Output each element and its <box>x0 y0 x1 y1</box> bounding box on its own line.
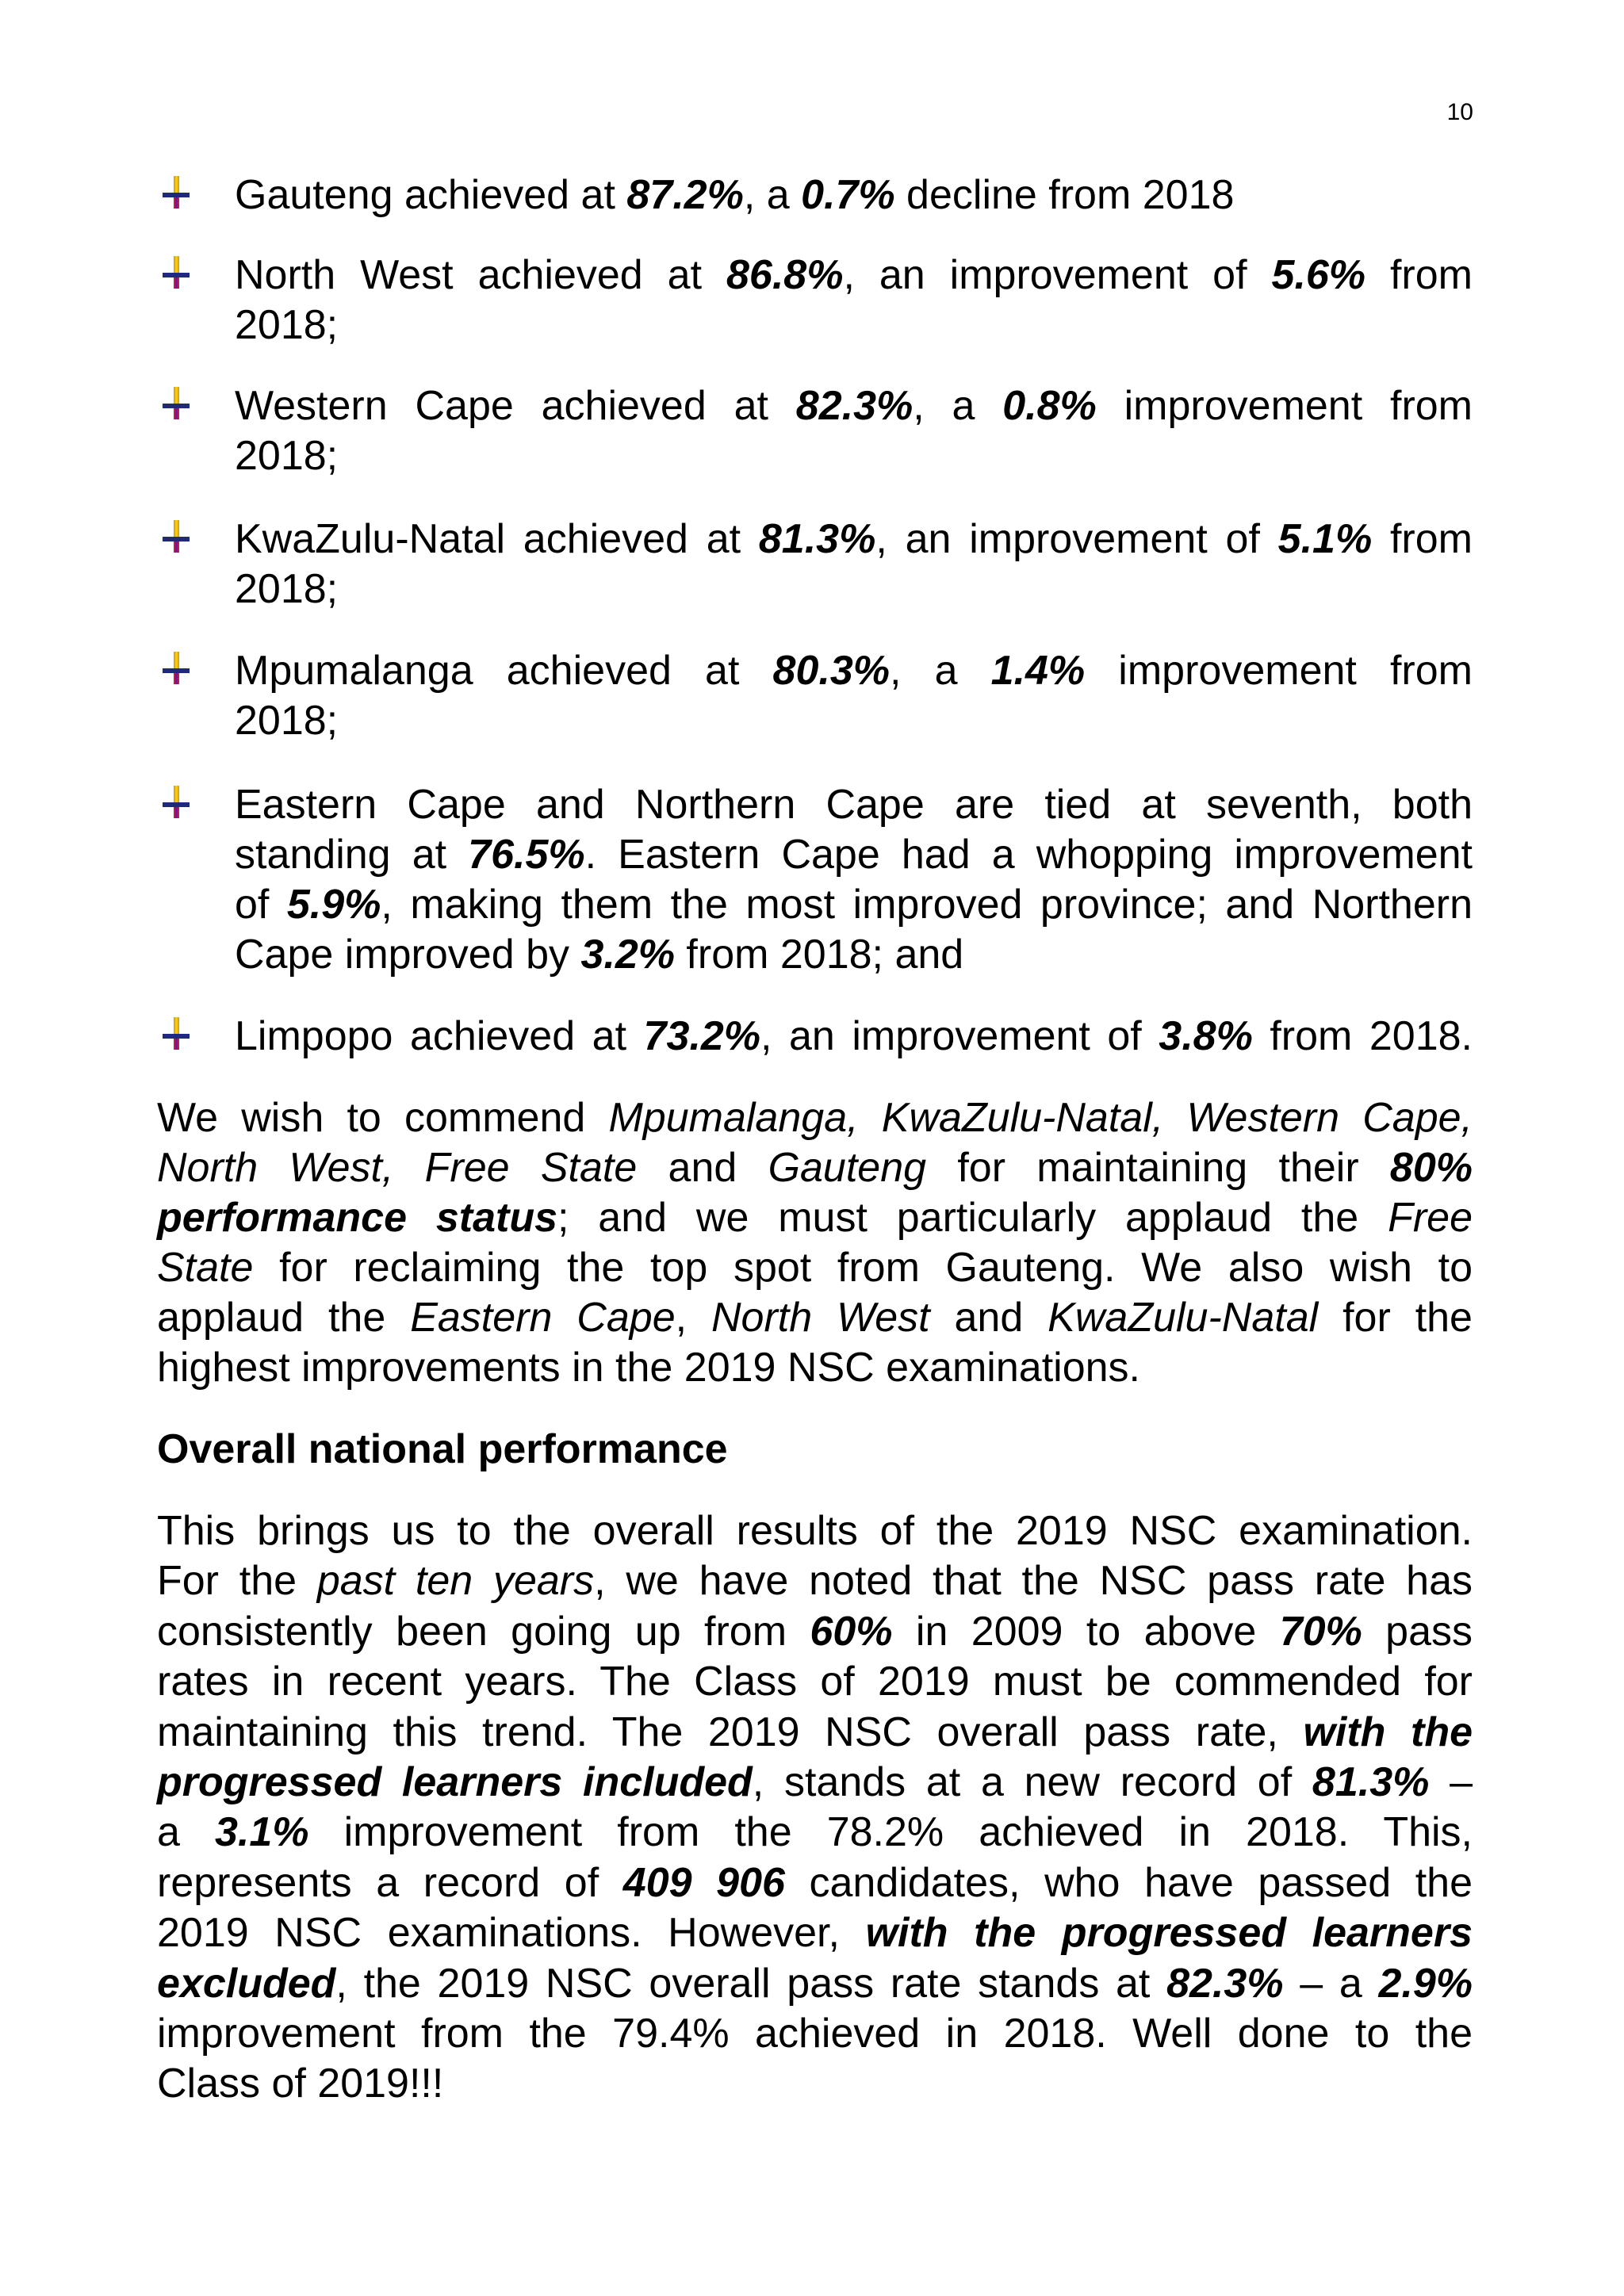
bullet-text <box>235 381 1473 481</box>
emphasis-run: 87.2% <box>626 172 744 218</box>
text-line <box>157 1708 1473 1758</box>
text-run: improvement from the 79.4% achieved in 2018. Well done to the <box>157 2010 1473 2057</box>
text-line <box>235 431 1473 481</box>
page-number: 10 <box>1446 99 1473 125</box>
emphasis-run: 80% <box>1389 1145 1473 1191</box>
emphasis-run: 86.8% <box>726 252 844 298</box>
emphasis-run: with the <box>1303 1709 1473 1755</box>
overall-performance-paragraph <box>157 1506 1473 2110</box>
text-line <box>157 1193 1473 1243</box>
cross-bullet-icon <box>163 652 190 685</box>
text-run: , an improvement of <box>875 516 1278 562</box>
italic-run: North West, Free State <box>157 1145 638 1191</box>
italic-run: North West <box>710 1295 930 1341</box>
text-run: highest improvements in the 2019 NSC examinations. <box>157 1345 1140 1391</box>
emphasis-run: 1.4% <box>990 648 1086 694</box>
cross-bullet-icon <box>163 176 190 209</box>
italic-run: past ten years <box>316 1558 595 1605</box>
cross-bullet-icon <box>163 1017 190 1050</box>
text-run: applaud the <box>157 1295 411 1341</box>
text-run: For the <box>157 1558 317 1605</box>
text-run: , we have noted that the NSC pass rate has <box>594 1558 1473 1605</box>
emphasis-run: 82.3% <box>1166 1960 1284 2007</box>
text-line <box>157 1143 1473 1193</box>
bullet-item <box>157 251 1473 350</box>
text-run: Limpopo achieved at <box>235 1013 644 1059</box>
text-run: of <box>235 882 287 928</box>
text-run: , an improvement of <box>843 252 1272 298</box>
bullet-text <box>235 170 1473 220</box>
text-run: Class of 2019!!! <box>157 2061 444 2107</box>
cross-bullet-icon <box>163 786 190 819</box>
emphasis-run: 3.1% <box>215 1809 309 1856</box>
text-run: We wish to commend <box>157 1095 609 1141</box>
text-run: from <box>1365 252 1473 298</box>
text-line <box>157 2009 1473 2059</box>
text-run: improvement from <box>1096 383 1473 429</box>
text-line <box>235 381 1473 431</box>
bullet-text <box>235 515 1473 614</box>
text-run: Western Cape achieved at <box>235 383 796 429</box>
bullet-item <box>157 381 1473 481</box>
text-run: Cape improved by <box>235 932 581 978</box>
text-line <box>157 1607 1473 1657</box>
text-line <box>235 696 1473 746</box>
text-run: from 2018. <box>1252 1013 1473 1059</box>
text-line <box>157 1506 1473 1556</box>
bullet-text <box>235 780 1473 980</box>
text-run: , a <box>890 648 991 694</box>
text-line <box>157 1858 1473 1908</box>
text-line <box>235 251 1473 300</box>
bullet-item <box>157 1012 1473 1062</box>
text-line <box>235 880 1473 930</box>
bullet-text <box>235 646 1473 746</box>
text-run: and <box>637 1145 768 1191</box>
text-run: maintaining this trend. The 2019 NSC overall pass rate, <box>157 1709 1304 1755</box>
cross-bullet-icon <box>163 387 190 420</box>
italic-run: Eastern Cape <box>410 1295 676 1341</box>
italic-run: Gauteng <box>768 1145 927 1191</box>
emphasis-run: 70% <box>1279 1608 1362 1655</box>
text-run: , an improvement of <box>760 1013 1159 1059</box>
text-run: standing at <box>235 832 469 878</box>
text-run: for reclaiming the top spot from Gauteng. We also wish to <box>253 1245 1473 1291</box>
text-line <box>157 1556 1473 1606</box>
text-line <box>157 2059 1473 2109</box>
text-line <box>235 646 1473 696</box>
emphasis-run: 73.2% <box>643 1013 760 1059</box>
text-line <box>157 1758 1473 1808</box>
text-run: 2019 NSC examinations. However, <box>157 1910 866 1957</box>
text-line <box>235 300 1473 350</box>
bullet-item <box>157 515 1473 614</box>
bullet-item <box>157 170 1473 220</box>
text-run: – <box>1429 1758 1473 1805</box>
text-run: consistently been going up from <box>157 1608 810 1655</box>
text-run: , making them the most improved province; and Northern <box>381 882 1473 928</box>
text-run: . Eastern Cape had a whopping improvement <box>584 832 1473 878</box>
italic-run: Free <box>1388 1195 1473 1241</box>
italic-run: Mpumalanga, KwaZulu-Natal, Western Cape, <box>608 1095 1473 1141</box>
text-run: 2018; <box>235 302 339 348</box>
text-line <box>235 564 1473 614</box>
italic-run: KwaZulu-Natal <box>1048 1295 1319 1341</box>
bullet-text <box>235 1012 1473 1062</box>
text-run: Mpumalanga achieved at <box>235 648 773 694</box>
text-run: a <box>157 1809 216 1856</box>
emphasis-run: 81.3% <box>758 516 876 562</box>
emphasis-run: 5.9% <box>286 882 381 928</box>
text-run: 2018; <box>235 433 339 479</box>
text-run: Eastern Cape and Northern Cape are tied at seventh, both <box>235 782 1473 828</box>
emphasis-run: 409 906 <box>622 1859 785 1906</box>
cross-bullet-icon <box>163 520 190 553</box>
bullet-text <box>235 251 1473 350</box>
emphasis-run: progressed learners included <box>157 1758 753 1805</box>
emphasis-run: 82.3% <box>795 383 914 429</box>
emphasis-run: excluded <box>157 1960 336 2007</box>
text-line <box>157 1908 1473 1958</box>
bullet-item <box>157 646 1473 746</box>
emphasis-run: 80.3% <box>772 648 890 694</box>
text-line <box>235 780 1473 830</box>
emphasis-run: 3.8% <box>1159 1013 1253 1059</box>
text-run: , a <box>743 172 802 218</box>
text-line <box>235 515 1473 564</box>
text-line <box>235 170 1473 220</box>
text-line <box>235 830 1473 880</box>
text-line <box>157 1808 1473 1858</box>
emphasis-run: 0.8% <box>1002 383 1097 429</box>
text-run: , <box>675 1295 711 1341</box>
text-line <box>157 1243 1473 1293</box>
text-run: rates in recent years. The Class of 2019 must be commended for <box>157 1659 1473 1705</box>
text-run: and <box>929 1295 1048 1341</box>
emphasis-run: with the progressed learners <box>865 1910 1473 1957</box>
text-line <box>157 1959 1473 2009</box>
emphasis-run: 5.1% <box>1277 516 1373 562</box>
text-line <box>157 1293 1473 1343</box>
text-run: candidates, who have passed the <box>784 1859 1473 1906</box>
emphasis-run: 2.9% <box>1378 1960 1473 2007</box>
emphasis-run: 5.6% <box>1271 252 1366 298</box>
text-run: from <box>1372 516 1473 562</box>
text-line <box>157 1343 1473 1393</box>
text-run: – a <box>1283 1960 1379 2007</box>
text-run: from 2018; and <box>674 932 964 978</box>
emphasis-run: 60% <box>810 1608 893 1655</box>
text-line <box>157 1657 1473 1707</box>
text-run: improvement from <box>1085 648 1473 694</box>
italic-run: State <box>157 1245 254 1291</box>
text-run: 2018; <box>235 566 339 612</box>
text-run: Gauteng achieved at <box>235 172 627 218</box>
emphasis-run: performance status <box>157 1195 557 1241</box>
bullet-item <box>157 780 1473 980</box>
text-run: for the <box>1318 1295 1473 1341</box>
emphasis-run: 0.7% <box>801 172 895 218</box>
text-run: represents a record of <box>157 1859 623 1906</box>
text-run: KwaZulu-Natal achieved at <box>235 516 759 562</box>
text-run: North West achieved at <box>235 252 727 298</box>
text-line <box>235 930 1473 980</box>
cross-bullet-icon <box>163 256 190 289</box>
section-heading: Overall national performance <box>157 1426 728 1472</box>
commendation-paragraph <box>157 1093 1473 1393</box>
text-run: pass <box>1362 1608 1473 1655</box>
text-run: decline from 2018 <box>894 172 1235 218</box>
emphasis-run: 81.3% <box>1312 1758 1430 1805</box>
text-run: This brings us to the overall results of the 2019 NSC examination. <box>157 1508 1473 1554</box>
text-run: , stands at a new record of <box>752 1758 1312 1805</box>
text-line <box>235 1012 1473 1062</box>
text-line <box>157 1093 1473 1143</box>
text-run: , the 2019 NSC overall pass rate stands at <box>335 1960 1167 2007</box>
emphasis-run: 76.5% <box>468 832 585 878</box>
text-run: , a <box>913 383 1003 429</box>
text-run: in 2009 to above <box>892 1608 1280 1655</box>
text-run: for maintaining their <box>926 1145 1390 1191</box>
text-run: improvement from the 78.2% achieved in 2018. This, <box>308 1809 1473 1856</box>
text-run: ; and we must particularly applaud the <box>557 1195 1388 1241</box>
emphasis-run: 3.2% <box>580 932 675 978</box>
text-run: 2018; <box>235 698 339 744</box>
